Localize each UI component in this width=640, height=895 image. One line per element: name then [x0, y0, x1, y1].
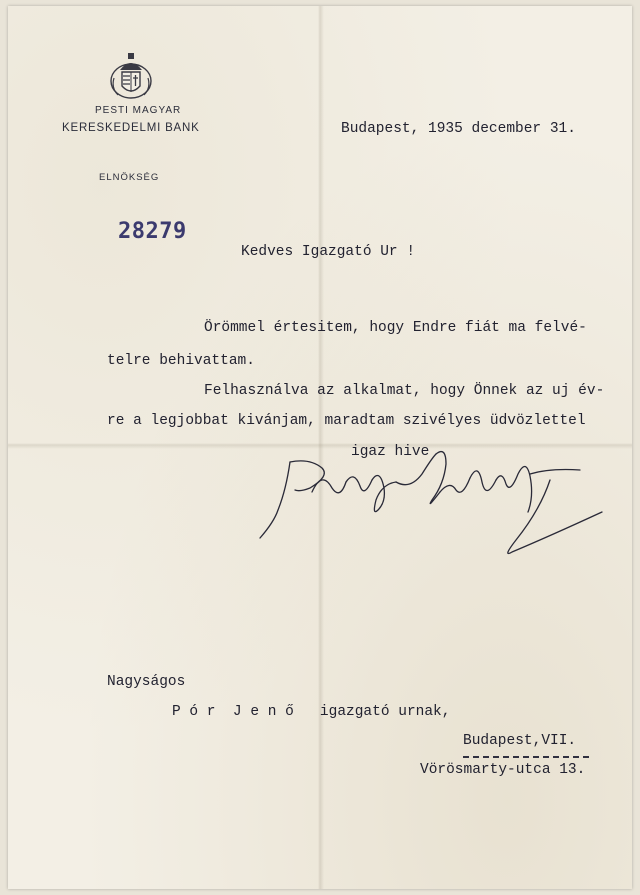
recipient-honorific: Nagyságos [107, 674, 186, 690]
body-line-2: telre behivattam. [107, 353, 255, 369]
closing-text: igaz hive [351, 444, 430, 460]
bank-name-line2: KERESKEDELMI BANK [62, 122, 200, 134]
handwritten-signature [250, 440, 610, 580]
recipient-city: Budapest,VII. [463, 733, 577, 749]
recipient-name: P ó r J e n ő igazgató urnak, [172, 704, 451, 720]
body-line-1: Örömmel értesitem, hogy Endre fiát ma felvé- [204, 320, 587, 336]
body-line-3: Felhasználva az alkalmat, hogy Önnek az uj év- [204, 383, 605, 399]
recipient-street: Vörösmarty-utca 13. [420, 762, 586, 778]
address-underline [463, 756, 589, 758]
salutation: Kedves Igazgató Ur ! [241, 244, 416, 260]
hungarian-coat-of-arms-icon [106, 48, 156, 102]
reference-number-stamp: 28279 [118, 219, 187, 244]
bank-name-line1: PESTI MAGYAR [95, 105, 182, 116]
body-line-4: re a legjobbat kivánjam, maradtam szivélyes üdvözlettel [107, 413, 586, 429]
date-line: Budapest, 1935 december 31. [341, 121, 576, 137]
department-label: ELNÖKSÉG [99, 172, 160, 183]
